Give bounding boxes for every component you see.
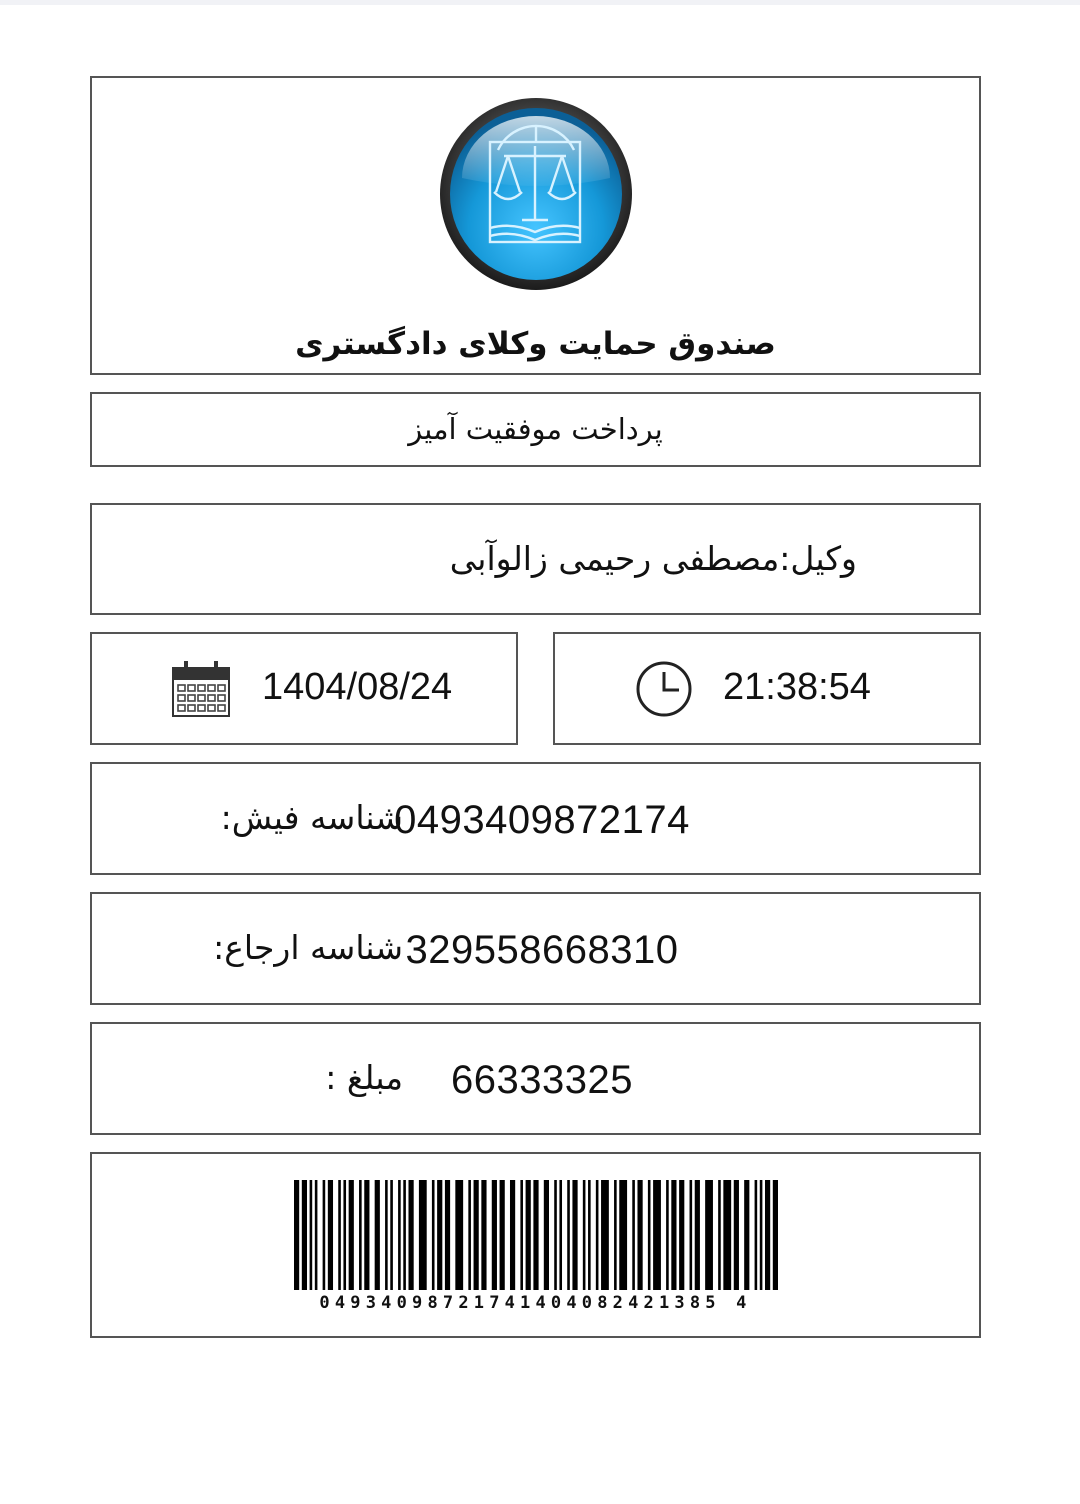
barcode-bar (390, 1180, 393, 1290)
barcode-bar (619, 1180, 627, 1290)
receipt-id-row (90, 762, 981, 875)
lawyer-name: وکیل:مصطفی رحیمی زالوآبی (449, 539, 857, 578)
barcode-bar (773, 1180, 778, 1290)
barcode-bar (385, 1180, 388, 1290)
barcode-bar (419, 1180, 427, 1290)
barcode-bar (544, 1180, 549, 1290)
barcode-bar (338, 1180, 341, 1290)
receipt-id-label: شناسه فیش: (220, 798, 403, 837)
barcode-bar (328, 1180, 333, 1290)
barcode-bar (671, 1180, 676, 1290)
payment-status-text: پرداخت موفقیت آمیز (408, 412, 663, 446)
barcode-bar (510, 1180, 515, 1290)
amount-row (90, 1022, 981, 1135)
barcode-bar (364, 1180, 369, 1290)
organization-name: صندوق حمایت وکلای دادگستری (295, 326, 776, 362)
payment-time: 21:38:54 (723, 666, 871, 708)
barcode-bar (474, 1180, 479, 1290)
time-card (553, 632, 981, 745)
barcode-bar (294, 1180, 299, 1290)
barcode-bar (343, 1180, 346, 1290)
scales-of-justice-icon (438, 96, 634, 292)
date-card (90, 632, 518, 745)
payment-date: 1404/08/24 (262, 666, 453, 708)
amount-value: 66333325 (451, 1058, 633, 1102)
barcode-bar (695, 1180, 700, 1290)
barcode-bar (445, 1180, 450, 1290)
barcode-bar (526, 1180, 531, 1290)
barcode-bar (408, 1180, 413, 1290)
lawyer-card (90, 503, 981, 615)
barcode-bar (705, 1180, 713, 1290)
barcode-bar (520, 1180, 523, 1290)
barcode-image (294, 1180, 778, 1290)
barcode-bar (559, 1180, 562, 1290)
barcode-bar (718, 1180, 721, 1290)
barcode-bar (323, 1180, 326, 1290)
barcode-bar (310, 1180, 313, 1290)
barcode-bar (315, 1180, 318, 1290)
barcode-bar (554, 1180, 557, 1290)
barcode-bar (653, 1180, 661, 1290)
barcode-bar (349, 1180, 354, 1290)
barcode-bar (572, 1180, 577, 1290)
barcode-bar (596, 1180, 599, 1290)
barcode-bar (375, 1180, 380, 1290)
barcode-bar (437, 1180, 442, 1290)
header-card (90, 76, 981, 375)
reference-id-value: 329558668310 (405, 928, 679, 972)
barcode-bar (614, 1180, 617, 1290)
barcode-bar (398, 1180, 401, 1290)
barcode-bar (765, 1180, 770, 1290)
receipt-id-value: 0493409872174 (394, 798, 690, 842)
barcode-bar (666, 1180, 669, 1290)
barcode-bar (723, 1180, 731, 1290)
barcode-bar (492, 1180, 497, 1290)
barcode-bar (601, 1180, 609, 1290)
clock-icon (635, 660, 693, 718)
barcode-bar (500, 1180, 505, 1290)
status-card (90, 392, 981, 467)
barcode-bar (760, 1180, 763, 1290)
barcode-bar (679, 1180, 684, 1290)
barcode-bar (583, 1180, 586, 1290)
barcode-bar (637, 1180, 642, 1290)
barcode-bar (533, 1180, 538, 1290)
barcode-bar (359, 1180, 362, 1290)
barcode-bar (403, 1180, 406, 1290)
barcode-bar (567, 1180, 570, 1290)
barcode-bar (432, 1180, 435, 1290)
reference-id-label: شناسه ارجاع: (213, 928, 403, 967)
reference-id-row (90, 892, 981, 1005)
barcode-bar (755, 1180, 758, 1290)
barcode-bar (690, 1180, 693, 1290)
barcode-bar (302, 1180, 307, 1290)
barcode-bar (468, 1180, 471, 1290)
amount-label: مبلغ : (325, 1058, 403, 1097)
barcode-bar (481, 1180, 486, 1290)
barcode-bar (455, 1180, 463, 1290)
barcode-bar (632, 1180, 635, 1290)
barcode-number: 04934098721741404082421385 4 (319, 1293, 752, 1313)
barcode-bar (648, 1180, 651, 1290)
barcode-card (90, 1152, 981, 1338)
barcode-bar (588, 1180, 591, 1290)
top-strip (0, 0, 1080, 5)
calendar-icon (172, 660, 230, 718)
barcode-bar (744, 1180, 749, 1290)
barcode-bar (734, 1180, 739, 1290)
